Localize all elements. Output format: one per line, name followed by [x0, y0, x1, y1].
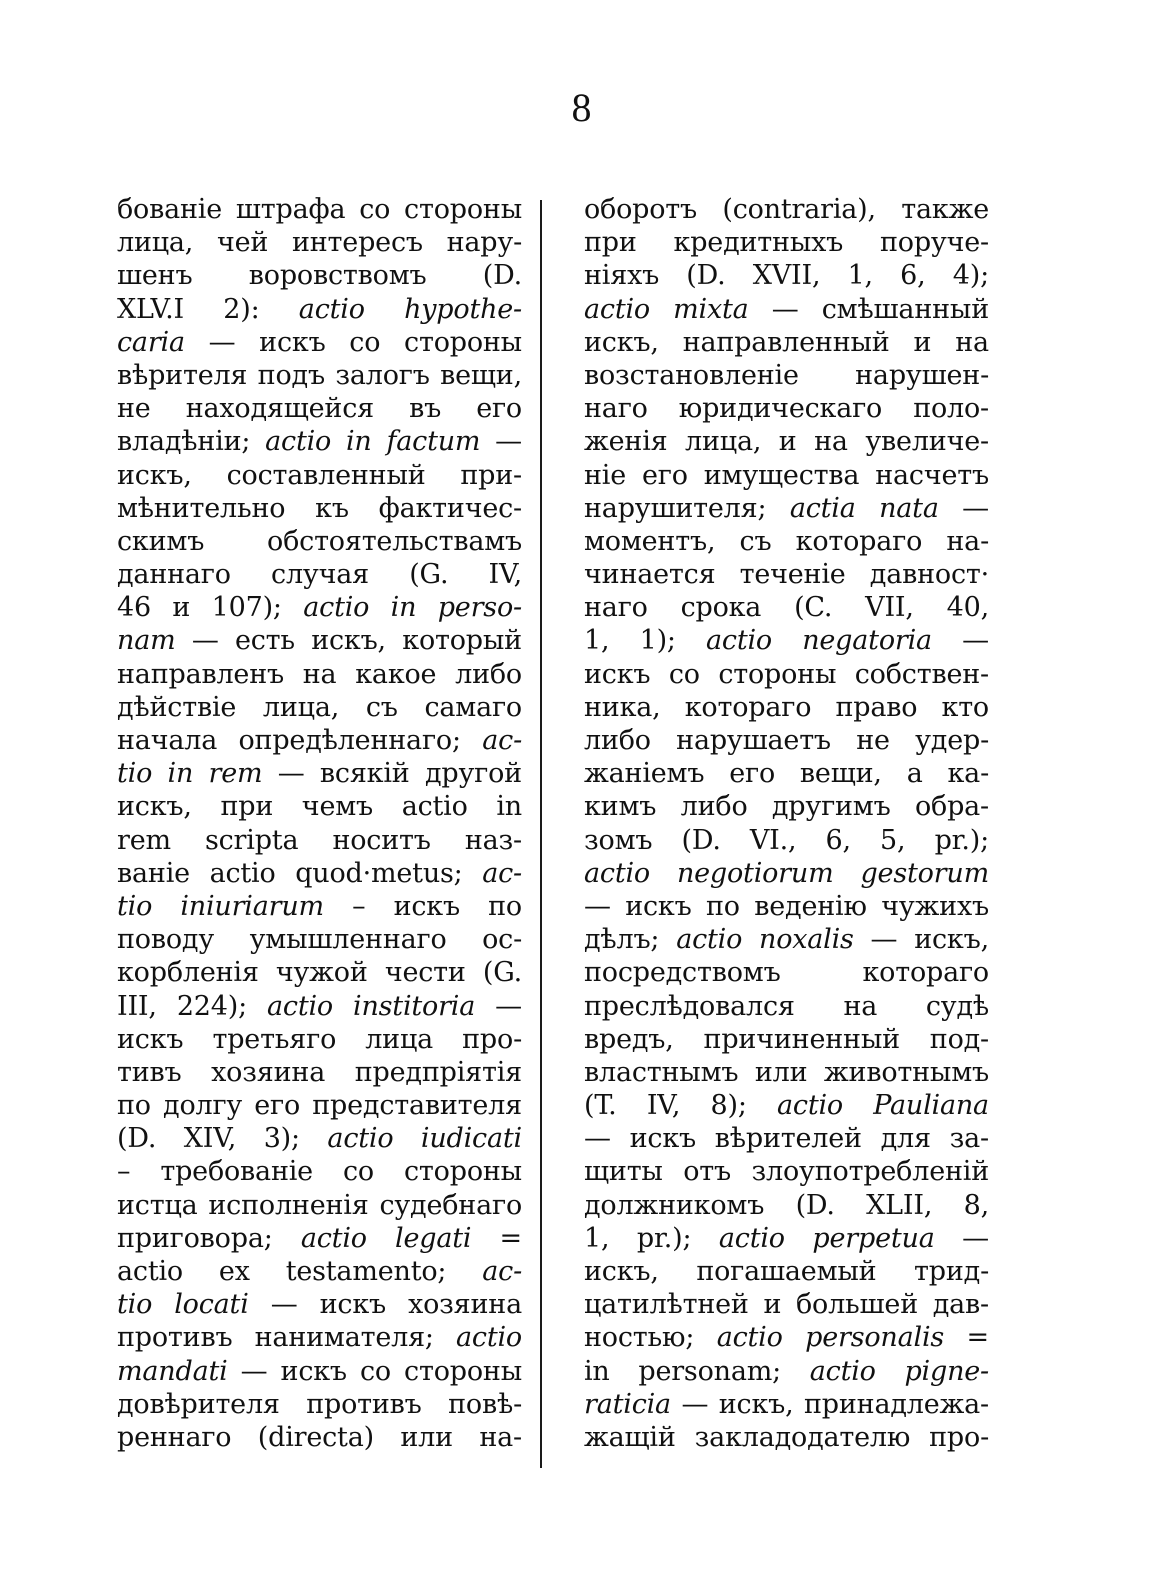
text-line: tio locati — искъ хозяина [117, 1289, 522, 1321]
text-line: искъ третьяго лица про- [117, 1023, 522, 1055]
text-line: нарушителя; actia nata — [584, 492, 989, 524]
text-line: nam — есть искъ, который [117, 625, 522, 657]
text-line: actio negotiorum gestorum [584, 857, 989, 889]
text-line: возстановленіе нарушен- [584, 359, 989, 391]
text-line: искъ со стороны собствен- [584, 658, 989, 690]
text-line: raticia — искъ, принадлежа- [584, 1388, 989, 1420]
text-line: искъ, направленный и на [584, 326, 989, 358]
text-line: caria — искъ со стороны [117, 326, 522, 358]
text-line: наго срока (C. VII, 40, [584, 592, 989, 624]
text-line: довѣрителя противъ повѣ- [117, 1388, 522, 1420]
text-line: in personam; actio pigne- [584, 1355, 989, 1387]
text-line: поводу умышленнаго ос- [117, 924, 522, 956]
text-line: — искъ по веденію чужихъ [584, 890, 989, 922]
text-line: истца исполненія судебнаго [117, 1189, 522, 1221]
text-line: ника, котораго право кто [584, 691, 989, 723]
text-line: вѣрителя подъ залогъ вещи, [117, 359, 522, 391]
text-line: ностью; actio personalis = [584, 1322, 989, 1354]
text-line: цатилѣтней и большей дав- [584, 1289, 989, 1321]
text-line: жащій закладодателю про- [584, 1421, 989, 1453]
text-line: actio ex testamento; ac- [117, 1256, 522, 1287]
text-line: щиты отъ злоупотребленій [584, 1156, 989, 1188]
text-line: приговора; actio legati = [117, 1222, 522, 1254]
text-line: жаніемъ его вещи, а ка- [584, 758, 989, 790]
text-line: бованіе штрафа со стороны [117, 194, 522, 225]
text-line: оборотъ (contraria), также [584, 194, 989, 225]
text-line: либо нарушаетъ не удер- [584, 725, 989, 756]
text-line: — искъ вѣрителей для за- [584, 1123, 989, 1155]
text-line: корбленія чужой чести (G. [117, 957, 522, 989]
text-line: начала опредѣленнаго; ac- [117, 725, 522, 756]
text-line: тивъ хозяина предпріятія [117, 1056, 522, 1088]
text-line: властнымъ или животнымъ [584, 1056, 989, 1088]
text-line: скимъ обстоятельствамъ [117, 525, 522, 557]
text-line: направленъ на какое либо [117, 658, 522, 690]
text-line: ніяхъ (D. XVII, 1, 6, 4); [584, 260, 989, 292]
text-line: mandati — искъ со стороны [117, 1355, 522, 1387]
text-line: rem scripta носитъ наз- [117, 824, 522, 856]
text-line: по долгу его представителя [117, 1090, 522, 1122]
text-line: противъ нанимателя; actio [117, 1322, 522, 1354]
text-line: actio mixta — смѣшанный [584, 293, 989, 325]
text-line: искъ, составленный при- [117, 459, 522, 491]
text-line: при кредитныхъ поруче- [584, 227, 989, 259]
text-line: женія лица, и на увеличе- [584, 426, 989, 458]
text-line: XLV.I 2): actio hypothe- [117, 293, 522, 325]
text-line: лица, чей интересъ нару- [117, 227, 522, 259]
text-line: – требованіе со стороны [117, 1156, 522, 1188]
text-line: 1, 1); actio negatoria — [584, 625, 989, 657]
text-line: наго юридическаго поло- [584, 393, 989, 425]
text-line: 46 и 107); actio in perso- [117, 592, 522, 624]
text-line: даннаго случая (G. IV, [117, 559, 522, 591]
page-number: 8 [571, 85, 592, 130]
text-line: 1, pr.); actio perpetua — [584, 1222, 989, 1254]
text-line: дѣйствіе лица, съ самаго [117, 691, 522, 723]
text-line: мѣнительно къ фактичес- [117, 492, 522, 524]
text-line: III, 224); actio institoria — [117, 990, 522, 1022]
text-line: кимъ либо другимъ обра- [584, 791, 989, 823]
text-line: tio in rem — всякій другой [117, 758, 522, 790]
text-line: должникомъ (D. XLII, 8, [584, 1189, 989, 1221]
text-line: преслѣдовался на судѣ [584, 990, 989, 1022]
text-line: чинается теченіе давност· [584, 559, 989, 591]
text-line: реннаго (directa) или на- [117, 1421, 522, 1453]
text-line: tio iniuriarum – искъ по [117, 890, 522, 922]
right-column [584, 193, 989, 1454]
text-line: (T. IV, 8); actio Pauliana [584, 1090, 989, 1122]
text-line: посредствомъ котораго [584, 957, 989, 989]
text-line: искъ, при чемъ actio in [117, 791, 522, 823]
text-line: ніе его имущества насчетъ [584, 459, 989, 491]
text-line: зомъ (D. VI., 6, 5, pr.); [584, 824, 989, 856]
text-line: не находящейся въ его [117, 393, 522, 425]
text-line: (D. XIV, 3); actio iudicati [117, 1123, 522, 1155]
text-line: моментъ, съ котораго на- [584, 525, 989, 557]
text-line: владѣніи; actio in factum — [117, 426, 522, 458]
text-line: шенъ воровствомъ (D. [117, 260, 522, 292]
text-line: дѣлъ; actio noxalis — искъ, [584, 924, 989, 956]
text-line: вредъ, причиненный под- [584, 1023, 989, 1055]
text-line: ваніе actio quod·metus; ac- [117, 857, 522, 889]
text-line: искъ, погашаемый трид- [584, 1256, 989, 1287]
left-column [117, 193, 522, 1454]
column-divider [540, 200, 542, 1468]
